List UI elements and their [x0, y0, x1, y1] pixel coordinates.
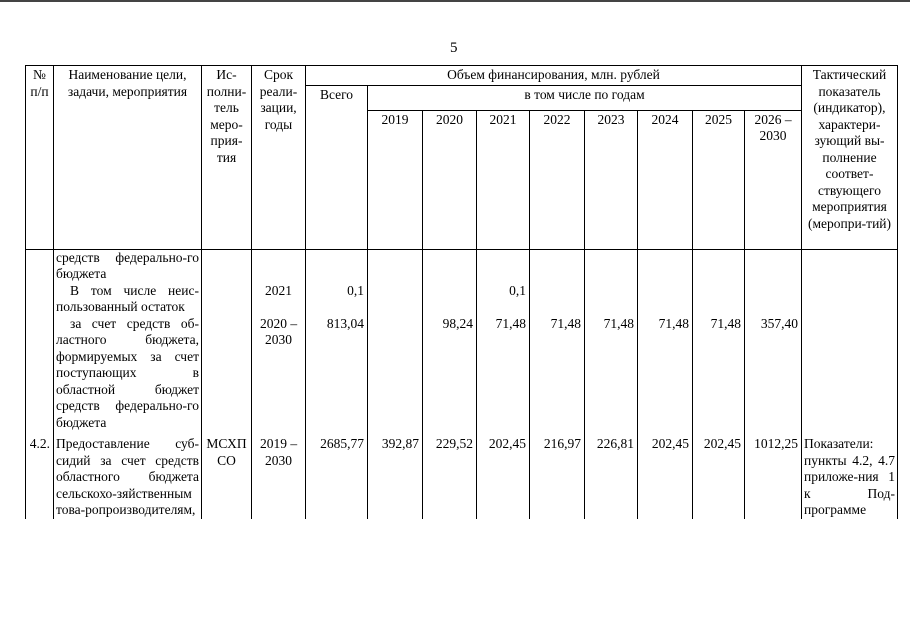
header-total: Всего: [306, 85, 368, 249]
row-year-value: 216,97: [530, 432, 585, 519]
row-name: средств федерально-го бюджета: [54, 249, 202, 283]
row-executor: [202, 283, 252, 316]
row-term: 2019 – 2030: [252, 432, 306, 519]
row-num: [26, 283, 54, 316]
row-total: 813,04: [306, 316, 368, 433]
row-total: 2685,77: [306, 432, 368, 519]
row-year-value: 71,48: [693, 316, 745, 433]
header-funding: Объем финансирования, млн. рублей: [306, 66, 802, 86]
row-year-value: 0,1: [477, 283, 530, 316]
row-term: [252, 249, 306, 283]
table-row: [26, 432, 898, 519]
table-row: [26, 316, 898, 433]
row-term: 2020 – 2030: [252, 316, 306, 433]
row-year-value: [368, 316, 423, 433]
row-year-value: [585, 283, 638, 316]
row-num: [26, 249, 54, 283]
row-year-value: 98,24: [423, 316, 477, 433]
header-year: 2022: [530, 110, 585, 249]
row-name: В том числе неис-пользованный остаток: [54, 283, 202, 316]
row-year-value: [477, 249, 530, 283]
header-year: 2021: [477, 110, 530, 249]
row-year-value: [530, 249, 585, 283]
header-indicator: Тактический показатель (индикатор), характери-зующий вы-полнение соответ-ствующего мероприятия (меропри-тий): [802, 66, 898, 250]
row-total: 0,1: [306, 283, 368, 316]
row-num: 4.2.: [26, 432, 54, 519]
header-by-years: в том числе по годам: [368, 85, 802, 110]
row-term: 2021: [252, 283, 306, 316]
row-indicator: [802, 316, 898, 433]
row-executor: [202, 316, 252, 433]
row-year-value: 1012,25: [745, 432, 802, 519]
row-year-value: [423, 283, 477, 316]
row-year-value: 202,45: [693, 432, 745, 519]
row-year-value: [638, 249, 693, 283]
row-year-value: [368, 283, 423, 316]
table-body: [26, 249, 898, 519]
page-number: 5: [450, 40, 458, 56]
table-row: [26, 283, 898, 316]
header-year: 2023: [585, 110, 638, 249]
header-term: Срок реали-зации, годы: [252, 66, 306, 250]
row-year-value: 229,52: [423, 432, 477, 519]
row-indicator: [802, 249, 898, 283]
row-indicator: Показатели: пункты 4.2, 4.7 приложе-ния 1 к Под-программе: [802, 432, 898, 519]
row-year-value: [585, 249, 638, 283]
row-year-value: [530, 283, 585, 316]
row-executor: [202, 249, 252, 283]
page-top-border: [0, 0, 910, 2]
row-year-value: [745, 249, 802, 283]
row-year-value: 202,45: [638, 432, 693, 519]
row-year-value: 71,48: [638, 316, 693, 433]
row-year-value: 71,48: [477, 316, 530, 433]
row-year-value: 202,45: [477, 432, 530, 519]
header-year: 2020: [423, 110, 477, 249]
row-year-value: [638, 283, 693, 316]
header-name: Наименование цели, задачи, мероприятия: [54, 66, 202, 250]
row-year-value: 357,40: [745, 316, 802, 433]
row-year-value: 392,87: [368, 432, 423, 519]
header-year: 2019: [368, 110, 423, 249]
row-year-value: 71,48: [530, 316, 585, 433]
table-row: [26, 249, 898, 283]
row-year-value: [423, 249, 477, 283]
row-year-value: 71,48: [585, 316, 638, 433]
row-year-value: 226,81: [585, 432, 638, 519]
row-total: [306, 249, 368, 283]
row-name: за счет средств об-ластного бюджета, формируемых за счет поступающих в областной бюджет средств федерально-го бюджета: [54, 316, 202, 433]
header-executor: Ис-полни-тель меро-прия-тия: [202, 66, 252, 250]
row-year-value: [745, 283, 802, 316]
row-name: Предоставление суб-сидий за счет средств областного бюджета сельскохо-зяйственным това-ропроизводителям,: [54, 432, 202, 519]
row-indicator: [802, 283, 898, 316]
header-year: 2024: [638, 110, 693, 249]
row-executor: МСХП СО: [202, 432, 252, 519]
header-year: 2026 – 2030: [745, 110, 802, 249]
row-year-value: [693, 249, 745, 283]
row-year-value: [693, 283, 745, 316]
funding-table: [25, 65, 898, 519]
header-num: № п/п: [26, 66, 54, 250]
header-year: 2025: [693, 110, 745, 249]
row-year-value: [368, 249, 423, 283]
row-num: [26, 316, 54, 433]
